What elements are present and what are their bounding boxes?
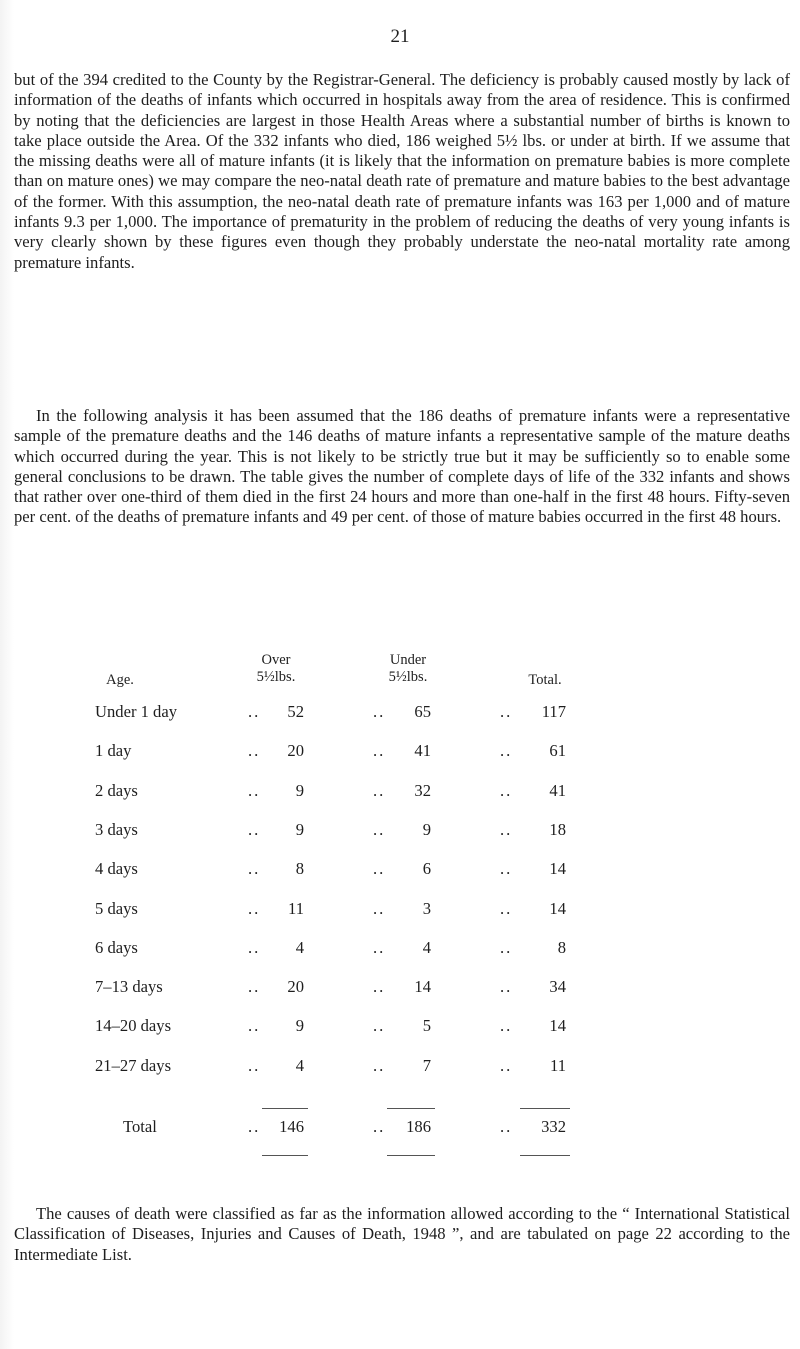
row-total-value: 11 (550, 1055, 566, 1075)
row-total-value: 8 (557, 937, 566, 957)
leader-dots: .. (500, 1117, 513, 1136)
leader-dots: .. (373, 937, 386, 957)
total-over-value: 146 (279, 1117, 304, 1136)
row-under-value: 7 (422, 1055, 431, 1075)
row-under-value: 9 (422, 819, 431, 839)
leader-dots: .. (500, 977, 513, 997)
table-total-row (0, 1115, 800, 1139)
row-age-label: 3 days (95, 819, 138, 839)
row-over-value: 9 (295, 780, 304, 800)
table-row (0, 897, 800, 921)
row-under-value: 3 (422, 898, 431, 918)
row-age-label: 5 days (95, 898, 138, 918)
column-header-total: Total. (528, 672, 562, 688)
leader-dots: .. (500, 819, 513, 839)
leader-dots: .. (248, 1117, 261, 1136)
leader-dots: .. (500, 859, 513, 879)
total-under-value: 186 (406, 1117, 431, 1136)
row-under-value: 41 (414, 741, 431, 761)
rule-total-bottom (520, 1155, 570, 1156)
leader-dots: .. (373, 819, 386, 839)
row-over-value: 11 (288, 898, 304, 918)
column-header-over-line2: 5½lbs. (256, 669, 296, 685)
row-age-label: 7–13 days (95, 977, 163, 997)
rule-under-bottom (387, 1155, 435, 1156)
row-over-value: 9 (295, 1016, 304, 1036)
row-total-value: 117 (541, 702, 566, 721)
row-total-value: 34 (549, 977, 566, 997)
row-over-value: 4 (295, 1055, 304, 1075)
row-total-value: 41 (549, 780, 566, 800)
row-over-value: 8 (295, 859, 304, 879)
rule-under-top (387, 1108, 435, 1109)
table-row (0, 1014, 800, 1038)
table-header (0, 652, 800, 692)
leader-dots: .. (248, 819, 261, 839)
row-under-value: 4 (422, 937, 431, 957)
leader-dots: .. (500, 1055, 513, 1075)
table-row (0, 818, 800, 842)
leader-dots: .. (248, 780, 261, 800)
leader-dots: .. (248, 937, 261, 957)
paragraph-causes: The causes of death were classified as far as the information allowed according to the “ International Statistical Classification of Diseases, Injuries and Causes of Death, 1948 ”, and are tabulated on page 22 according to the Intermediate List. (14, 1204, 790, 1264)
row-age-label: 21–27 days (95, 1055, 172, 1075)
row-under-value: 6 (422, 859, 431, 879)
total-row-label: Total (123, 1117, 157, 1136)
row-over-value: 20 (287, 977, 304, 997)
leader-dots: .. (373, 702, 386, 721)
paragraph-analysis: In the following analysis it has been assumed that the 186 deaths of premature infants were a representative sample of the premature deaths and the 146 deaths of mature infants a representative sample of the mature deaths which occurred during the year. This is not likely to be strictly true but it may be sufficiently so to enable some general conclusions to be drawn. The table gives the number of complete days of life of the 332 infants and shows that rather over one-third of them died in the first 24 hours and more than one-half in the first 48 hours. Fifty-seven per cent. of the deaths of premature infants and 49 per cent. of those of mature babies occurred in the first 48 hours. (14, 406, 790, 527)
paragraph-deficiency: but of the 394 credited to the County by the Registrar-General. The deficiency is probably caused mostly by lack of information of the deaths of infants which occurred in hospitals away from the area of residence. This is confirmed by noting that the deficiencies are largest in those Health Areas where a substantial number of births is known to take place outside the Area. Of the 332 infants who died, 186 weighed 5½ lbs. or under at birth. If we assume that the missing deaths were all of mature infants (it is likely that the information on premature babies is more complete than on mature ones) we may compare the neo-natal death rate of premature and mature babies to the best advantage of the former. With this assumption, the neo-natal death rate of premature infants was 163 per 1,000 and of mature infants 9.3 per 1,000. The importance of prematurity in the problem of reducing the deaths of very young infants is very clearly shown by these figures even though they probably understate the neo-natal mortality rate among premature infants. (14, 70, 790, 272)
row-over-value: 9 (295, 819, 304, 839)
table-row (0, 1054, 800, 1078)
row-under-value: 32 (414, 780, 431, 800)
rule-over-bottom (262, 1155, 308, 1156)
row-under-value: 14 (414, 977, 431, 997)
column-header-age: Age. (106, 672, 134, 688)
row-age-label: 4 days (95, 859, 138, 879)
page-number: 21 (390, 26, 410, 47)
row-total-value: 14 (549, 859, 566, 879)
row-total-value: 18 (549, 819, 566, 839)
leader-dots: .. (248, 741, 261, 761)
row-over-value: 4 (295, 937, 304, 957)
row-over-value: 52 (287, 702, 304, 721)
column-header-over-line1: Over (261, 652, 291, 668)
row-total-value: 61 (549, 741, 566, 761)
leader-dots: .. (373, 898, 386, 918)
leader-dots: .. (500, 937, 513, 957)
leader-dots: .. (248, 1016, 261, 1036)
table-row (0, 936, 800, 960)
leader-dots: .. (248, 898, 261, 918)
table-row (0, 975, 800, 999)
leader-dots: .. (373, 1117, 386, 1136)
row-under-value: 5 (422, 1016, 431, 1036)
leader-dots: .. (248, 1055, 261, 1075)
row-age-label: 14–20 days (95, 1016, 172, 1036)
leader-dots: .. (500, 741, 513, 761)
leader-dots: .. (500, 898, 513, 918)
leader-dots: .. (248, 859, 261, 879)
row-age-label: 2 days (95, 780, 138, 800)
leader-dots: .. (248, 702, 261, 721)
leader-dots: .. (500, 1016, 513, 1036)
row-age-label: 1 day (95, 741, 132, 761)
leader-dots: .. (373, 1016, 386, 1036)
row-total-value: 14 (549, 1016, 566, 1036)
row-total-value: 14 (549, 898, 566, 918)
row-under-value: 65 (414, 702, 431, 721)
rule-over-top (262, 1108, 308, 1109)
table-row (0, 779, 800, 803)
leader-dots: .. (500, 780, 513, 800)
column-header-under (372, 652, 444, 686)
column-header-under-line2: 5½lbs. (388, 669, 428, 685)
leader-dots: .. (248, 977, 261, 997)
total-total-value: 332 (541, 1117, 566, 1136)
leader-dots: .. (373, 859, 386, 879)
row-over-value: 20 (287, 741, 304, 761)
table-row (0, 857, 800, 881)
leader-dots: .. (373, 780, 386, 800)
leader-dots: .. (500, 702, 513, 721)
table-row (0, 739, 800, 763)
row-age-label: Under 1 day (95, 702, 178, 721)
table-row (0, 700, 800, 724)
column-header-under-line1: Under (389, 652, 427, 668)
leader-dots: .. (373, 977, 386, 997)
leader-dots: .. (373, 741, 386, 761)
rule-total-top (520, 1108, 570, 1109)
leader-dots: .. (373, 1055, 386, 1075)
column-header-over (240, 652, 312, 686)
row-age-label: 6 days (95, 937, 138, 957)
